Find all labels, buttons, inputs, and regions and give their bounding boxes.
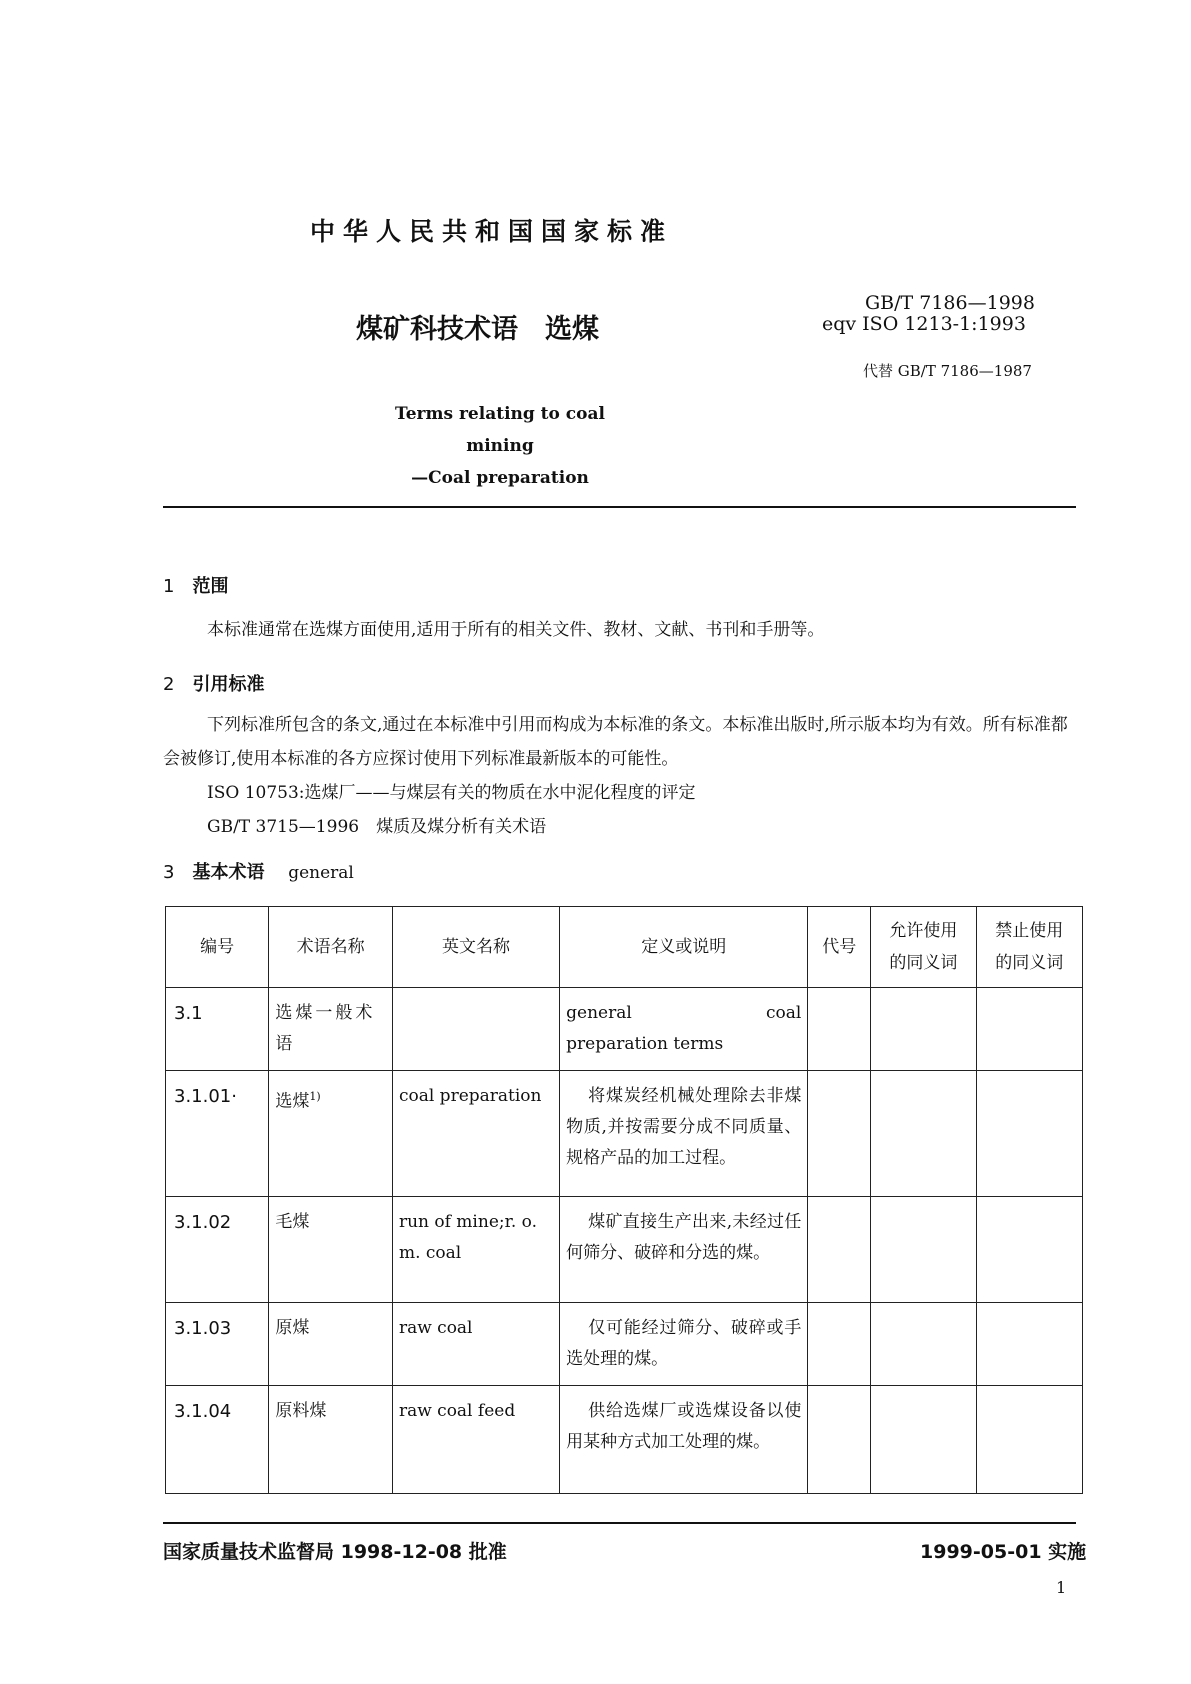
- table-row: [166, 1071, 1083, 1197]
- header-allowed-line2: 的同义词: [889, 953, 958, 973]
- table-row: [166, 1197, 1083, 1303]
- section-2-heading: [163, 670, 264, 696]
- section-3-title-en: general: [288, 863, 354, 883]
- header-forbidden-line2: 的同义词: [995, 953, 1064, 973]
- row-definition: 煤矿直接生产出来,未经过任何筛分、破碎和分选的煤。: [566, 1212, 802, 1263]
- implementation-date: 1999-05-01 实施: [920, 1541, 1087, 1563]
- row-term: 选煤一般术语: [275, 1003, 376, 1054]
- row-term: 毛煤: [275, 1212, 310, 1232]
- title-en-line2: —Coal preparation: [411, 468, 589, 488]
- table-row: [166, 988, 1083, 1071]
- section-1-body: 本标准通常在选煤方面使用,适用于所有的相关文件、教材、文献、书刊和手册等。: [207, 620, 825, 640]
- terms-table: [165, 906, 1083, 1494]
- header-code: 代号: [808, 907, 871, 988]
- header-divider: [163, 506, 1076, 508]
- reference-gb-3715: GB/T 3715—1996 煤质及煤分析有关术语: [207, 817, 547, 837]
- row-number: 3.1: [174, 1003, 203, 1024]
- national-standard-heading: 中华人民共和国国家标准: [310, 217, 674, 246]
- section-3-title: 基本术语: [192, 862, 265, 883]
- header-english: 英文名称: [392, 907, 559, 988]
- header-definition: 定义或说明: [560, 907, 808, 988]
- footer-divider: [163, 1522, 1076, 1524]
- header-forbidden-line1: 禁止使用: [995, 921, 1064, 941]
- row-english: coal preparation: [398, 1086, 542, 1106]
- header-allowed-synonyms: [871, 907, 976, 988]
- table-header-row: [166, 907, 1083, 988]
- row-number: 3.1.02: [174, 1212, 232, 1233]
- row-term: 选煤: [275, 1091, 310, 1112]
- section-1-number: 1: [163, 576, 175, 597]
- table-row: [166, 1386, 1083, 1494]
- header-forbidden-synonyms: [976, 907, 1082, 988]
- title-en-line1: Terms relating to coal mining: [395, 404, 605, 456]
- row-english: run of mine;r. o. m. coal: [398, 1212, 538, 1263]
- row-number: 3.1.03: [174, 1318, 232, 1339]
- standard-number: GB/T 7186—1998: [865, 292, 1035, 314]
- table-row: [166, 1303, 1083, 1386]
- section-3-number: 3: [163, 862, 175, 883]
- row-definition: 仅可能经过筛分、破碎或手选处理的煤。: [566, 1318, 802, 1369]
- row-number: 3.1.01·: [174, 1086, 237, 1107]
- header-term: 术语名称: [269, 907, 393, 988]
- standard-equivalence: eqv ISO 1213-1:1993: [822, 313, 1026, 335]
- footnote-marker: 1): [309, 1090, 321, 1103]
- row-definition: general coal preparation terms: [566, 1003, 819, 1054]
- row-term: 原料煤: [275, 1401, 327, 1421]
- row-definition: 将煤炭经机械处理除去非煤物质,并按需要分成不同质量、规格产品的加工过程。: [566, 1086, 802, 1168]
- section-2-body: 下列标准所包含的条文,通过在本标准中引用而构成为本标准的条文。本标准出版时,所示版本均为有效。所有标准都会被修订,使用本标准的各方应探讨使用下列标准最新版本的可能性。: [163, 715, 1068, 769]
- row-english: raw coal: [398, 1318, 473, 1338]
- replaces-standard: 代替 GB/T 7186—1987: [863, 362, 1032, 380]
- approval-date: 国家质量技术监督局 1998-12-08 批准: [163, 1541, 507, 1563]
- row-term: 原煤: [275, 1318, 310, 1338]
- section-1-title: 范围: [192, 576, 229, 597]
- page-number: 1: [1056, 1578, 1067, 1597]
- row-term-cell: [269, 1071, 392, 1122]
- row-definition: 供给选煤厂或选煤设备以使用某种方式加工处理的煤。: [566, 1401, 802, 1452]
- document-title-en: [365, 398, 635, 494]
- section-1-heading: [163, 572, 228, 598]
- section-3-heading: [163, 858, 354, 884]
- header-allowed-line1: 允许使用: [889, 921, 958, 941]
- section-2-title: 引用标准: [192, 674, 265, 695]
- header-number: 编号: [166, 907, 269, 988]
- row-english: raw coal feed: [398, 1401, 516, 1421]
- reference-iso-10753: ISO 10753:选煤厂——与煤层有关的物质在水中泥化程度的评定: [207, 783, 696, 803]
- row-number: 3.1.04: [174, 1401, 232, 1422]
- row-english: [393, 988, 559, 1002]
- document-title-cn: 煤矿科技术语 选煤: [356, 314, 599, 345]
- section-2-number: 2: [163, 674, 175, 695]
